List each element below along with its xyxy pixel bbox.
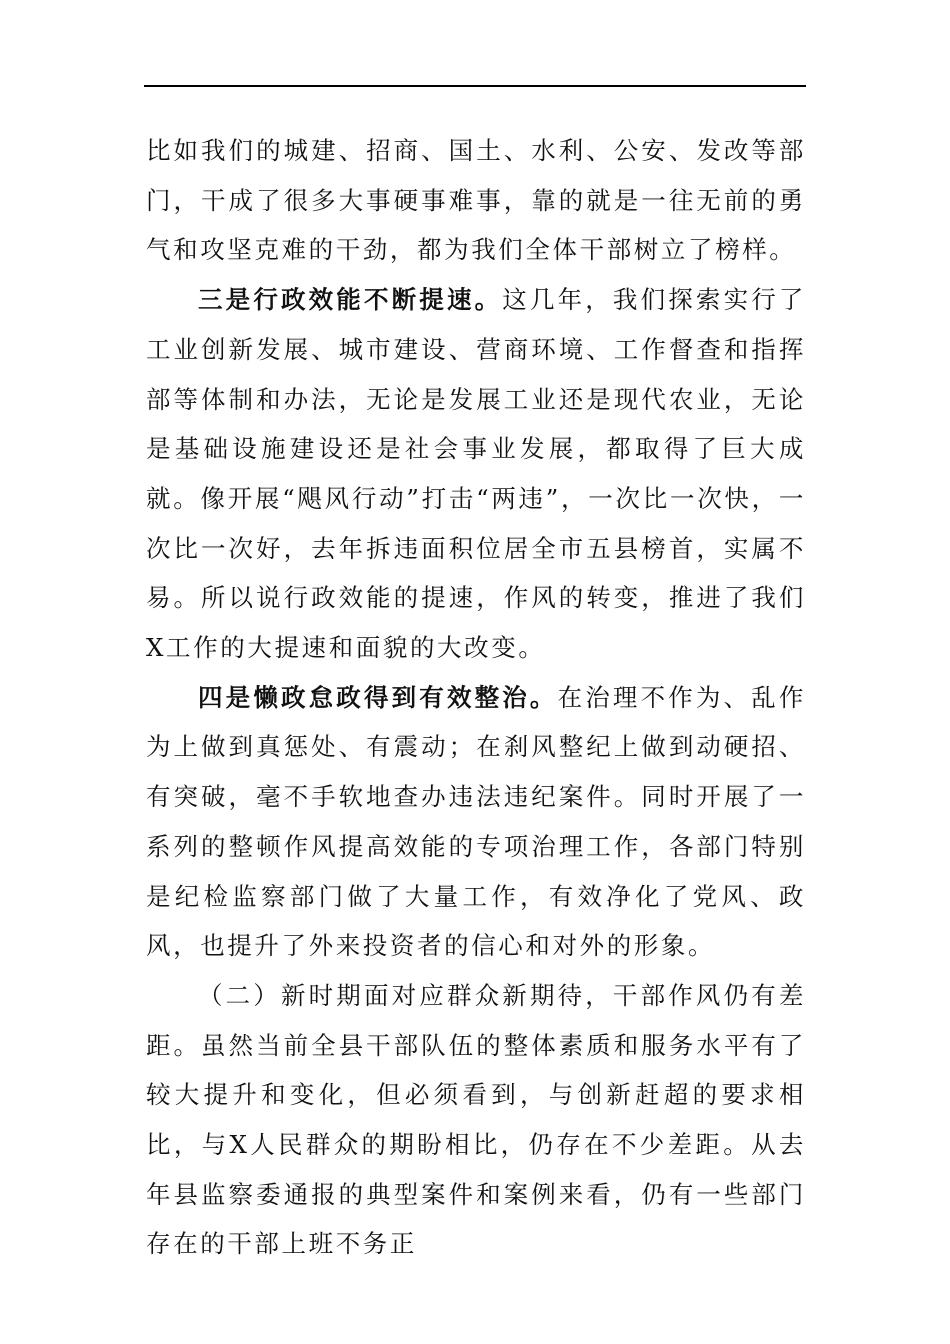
paragraph-lead: 四是懒政怠政得到有效整治。 bbox=[198, 682, 558, 712]
paragraph-text: 在治理不作为、乱作为上做到真惩处、有震动；在刹风整纪上做到动硬招、有突破，毫不手软地查办违法违纪案件。同时开展了一系列的整顿作风提高效能的专项治理工作，各部门特别是纪检监察部门做了大量工作，有效净化了党风、政风，也提升了外来投资者的信心和对外的形象。 bbox=[146, 682, 806, 961]
header-rule bbox=[144, 85, 806, 87]
paragraph-text: 这几年，我们探索实行了工业创新发展、城市建设、营商环境、工作督查和指挥部等体制和办法，无论是发展工业还是现代农业，无论是基础设施建设还是社会事业发展，都取得了巨大成就。像开展“飓风行动”打击“两违”，一次比一次快，一次比一次好，去年拆违面积位居全市五县榜首，实属不易。所以说行政效能的提速，作风的转变，推进了我们X工作的大提速和面貌的大改变。 bbox=[146, 285, 806, 663]
paragraph-continuation bbox=[146, 126, 806, 275]
document-body bbox=[146, 126, 806, 1269]
paragraph-text: （二）新时期面对应群众新期待，干部作风仍有差距。虽然当前全县干部队伍的整体素质和服务水平有了较大提升和变化，但必须看到，与创新赶超的要求相比，与X人民群众的期盼相比，仍存在不少差距。从去年县监察委通报的典型案件和案例来看，仍有一些部门存在的干部上班不务正 bbox=[146, 980, 806, 1259]
paragraph-text: 比如我们的城建、招商、国土、水利、公安、发改等部门，干成了很多大事硬事难事，靠的就是一往无前的勇气和攻坚克难的干劲，都为我们全体干部树立了榜样。 bbox=[146, 136, 806, 265]
paragraph-admin-efficiency bbox=[146, 275, 806, 673]
paragraph-section-two bbox=[146, 971, 806, 1269]
paragraph-lazy-governance bbox=[146, 673, 806, 971]
paragraph-lead: 三是行政效能不断提速。 bbox=[198, 285, 503, 315]
